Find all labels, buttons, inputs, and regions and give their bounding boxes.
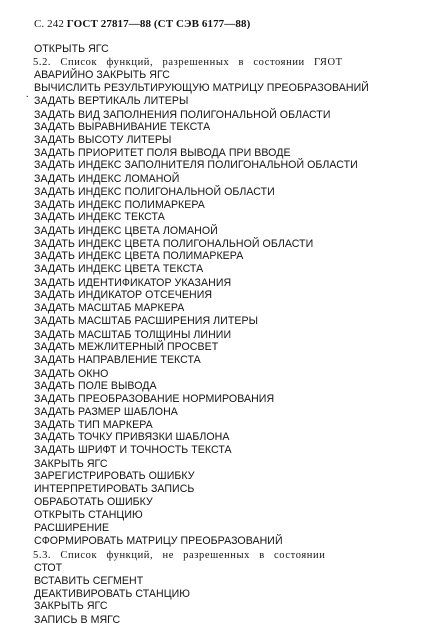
list-item: ЗАДАТЬ ПОЛЕ ВЫВОДА (34, 380, 157, 393)
list-item: ИНТЕРПРЕТИРОВАТЬ ЗАПИСЬ (34, 483, 195, 496)
margin-mark: . (26, 89, 29, 100)
list-item: АВАРИЙНО ЗАКРЫТЬ ЯГС (34, 69, 170, 82)
list-item: ЗАДАТЬ ИНДЕКС ТЕКСТА (34, 211, 165, 224)
list-item: ЗАДАТЬ ВЫСОТУ ЛИТЕРЫ (34, 133, 172, 146)
list-item: ЗАДАТЬ ИДЕНТИФИКАТОР УКАЗАНИЯ (34, 276, 232, 289)
list-item: ЗАДАТЬ ВИД ЗАПОЛНЕНИЯ ПОЛИГОНАЛЬНОЙ ОБЛАСТИ (34, 108, 331, 121)
list-item: РАСШИРЕНИЕ (34, 522, 110, 535)
list-item: ДЕАКТИВИРОВАТЬ СТАНЦИЮ (34, 587, 191, 600)
list-item: ЗАДАТЬ ОКНО (34, 367, 109, 380)
section-heading: 5.3. Список функций, не разрешенных в состоянии (33, 549, 326, 561)
list-item: ЗАДАТЬ НАПРАВЛЕНИЕ ТЕКСТА (34, 354, 201, 366)
list-item: ЗАДАТЬ МАСШТАБ РАСШИРЕНИЯ ЛИТЕРЫ (34, 314, 258, 327)
list-item: ЗАДАТЬ ТОЧКУ ПРИВЯЗКИ ШАБЛОНА (34, 431, 230, 444)
list-item: ЗАДАТЬ ШРИФТ И ТОЧНОСТЬ ТЕКСТА (34, 444, 232, 456)
list-item: ЗАДАТЬ ИНДИКАТОР ОТСЕЧЕНИЯ (34, 289, 213, 302)
list-item: ЗАДАТЬ ИНДЕКС ЦВЕТА ЛОМАНОЙ (34, 224, 218, 237)
list-item: ЗАДАТЬ ПРЕОБРАЗОВАНИЕ НОРМИРОВАНИЯ (34, 393, 275, 406)
list-item: ЗАКРЫТЬ ЯГС (34, 457, 108, 470)
list-item: ВСТАВИТЬ СЕГМЕНТ (34, 574, 144, 587)
list-item: ЗАПИСЬ В МЯГС (34, 614, 121, 626)
section-heading: 5.2. Список функций, разрешенных в состоянии ГЯОТ (33, 56, 343, 68)
standard-designation: ГОСТ 27817—88 (СТ СЭВ 6177—88) (66, 18, 251, 30)
list-item: ЗАДАТЬ ВЫРАВНИВАНИЕ ТЕКСТА (34, 121, 211, 134)
list-item: СФОРМИРОВАТЬ МАТРИЦУ ПРЕОБРАЗОВАНИЙ (34, 534, 283, 547)
list-item: ЗАДАТЬ ПРИОРИТЕТ ПОЛЯ ВЫВОДА ПРИ ВВОДЕ (34, 146, 291, 159)
list-item: ЗАДАТЬ ИНДЕКС ПОЛИМАРКЕРА (34, 198, 205, 211)
list-item: ЗАДАТЬ ВЕРТИКАЛЬ ЛИТЕРЫ (34, 94, 189, 107)
list-item: ЗАДАТЬ ИНДЕКС ЦВЕТА ПОЛИМАРКЕРА (34, 250, 244, 263)
list-item: ЗАДАТЬ ИНДЕКС ЦВЕТА ПОЛИГОНАЛЬНОЙ ОБЛАСТИ (34, 237, 314, 250)
page-header (34, 18, 250, 30)
list-item: ОТКРЫТЬ СТАНЦИЮ (34, 509, 143, 522)
list-item: ЗАДАТЬ РАЗМЕР ШАБЛОНА (34, 405, 178, 418)
list-item: ЗАКРЫТЬ ЯГС (34, 600, 108, 613)
list-item: ЗАДАТЬ ИНДЕКС ПОЛИГОНАЛЬНОЙ ОБЛАСТИ (34, 185, 275, 198)
list-item: ОБРАБОТАТЬ ОШИБКУ (34, 495, 153, 508)
list-item: ЗАДАТЬ ИНДЕКС ЛОМАНОЙ (34, 173, 180, 185)
list-item: ЗАДАТЬ МАСШТАБ ТОЛЩИНЫ ЛИНИИ (34, 328, 232, 341)
list-item: ЗАДАТЬ МАСШТАБ МАРКЕРА (34, 302, 185, 315)
list-item: ЗАДАТЬ ТИП МАРКЕРА (34, 418, 153, 431)
list-item: ЗАДАТЬ МЕЖЛИТЕРНЫЙ ПРОСВЕТ (34, 341, 219, 354)
list-item: СТОТ (34, 562, 63, 575)
list-item: ЗАДАТЬ ИНДЕКС ЦВЕТА ТЕКСТА (34, 263, 204, 275)
list-item: ВЫЧИСЛИТЬ РЕЗУЛЬТИРУЮЩУЮ МАТРИЦУ ПРЕОБРАЗОВАНИЙ (34, 82, 369, 95)
list-item: ЗАРЕГИСТРИРОВАТЬ ОШИБКУ (34, 470, 195, 483)
page-number: С. 242 (34, 18, 64, 30)
list-item: ОТКРЫТЬ ЯГС (34, 43, 109, 55)
list-item: ЗАДАТЬ ИНДЕКС ЗАПОЛНИТЕЛЯ ПОЛИГОНАЛЬНОЙ ОБЛАСТИ (34, 159, 358, 172)
